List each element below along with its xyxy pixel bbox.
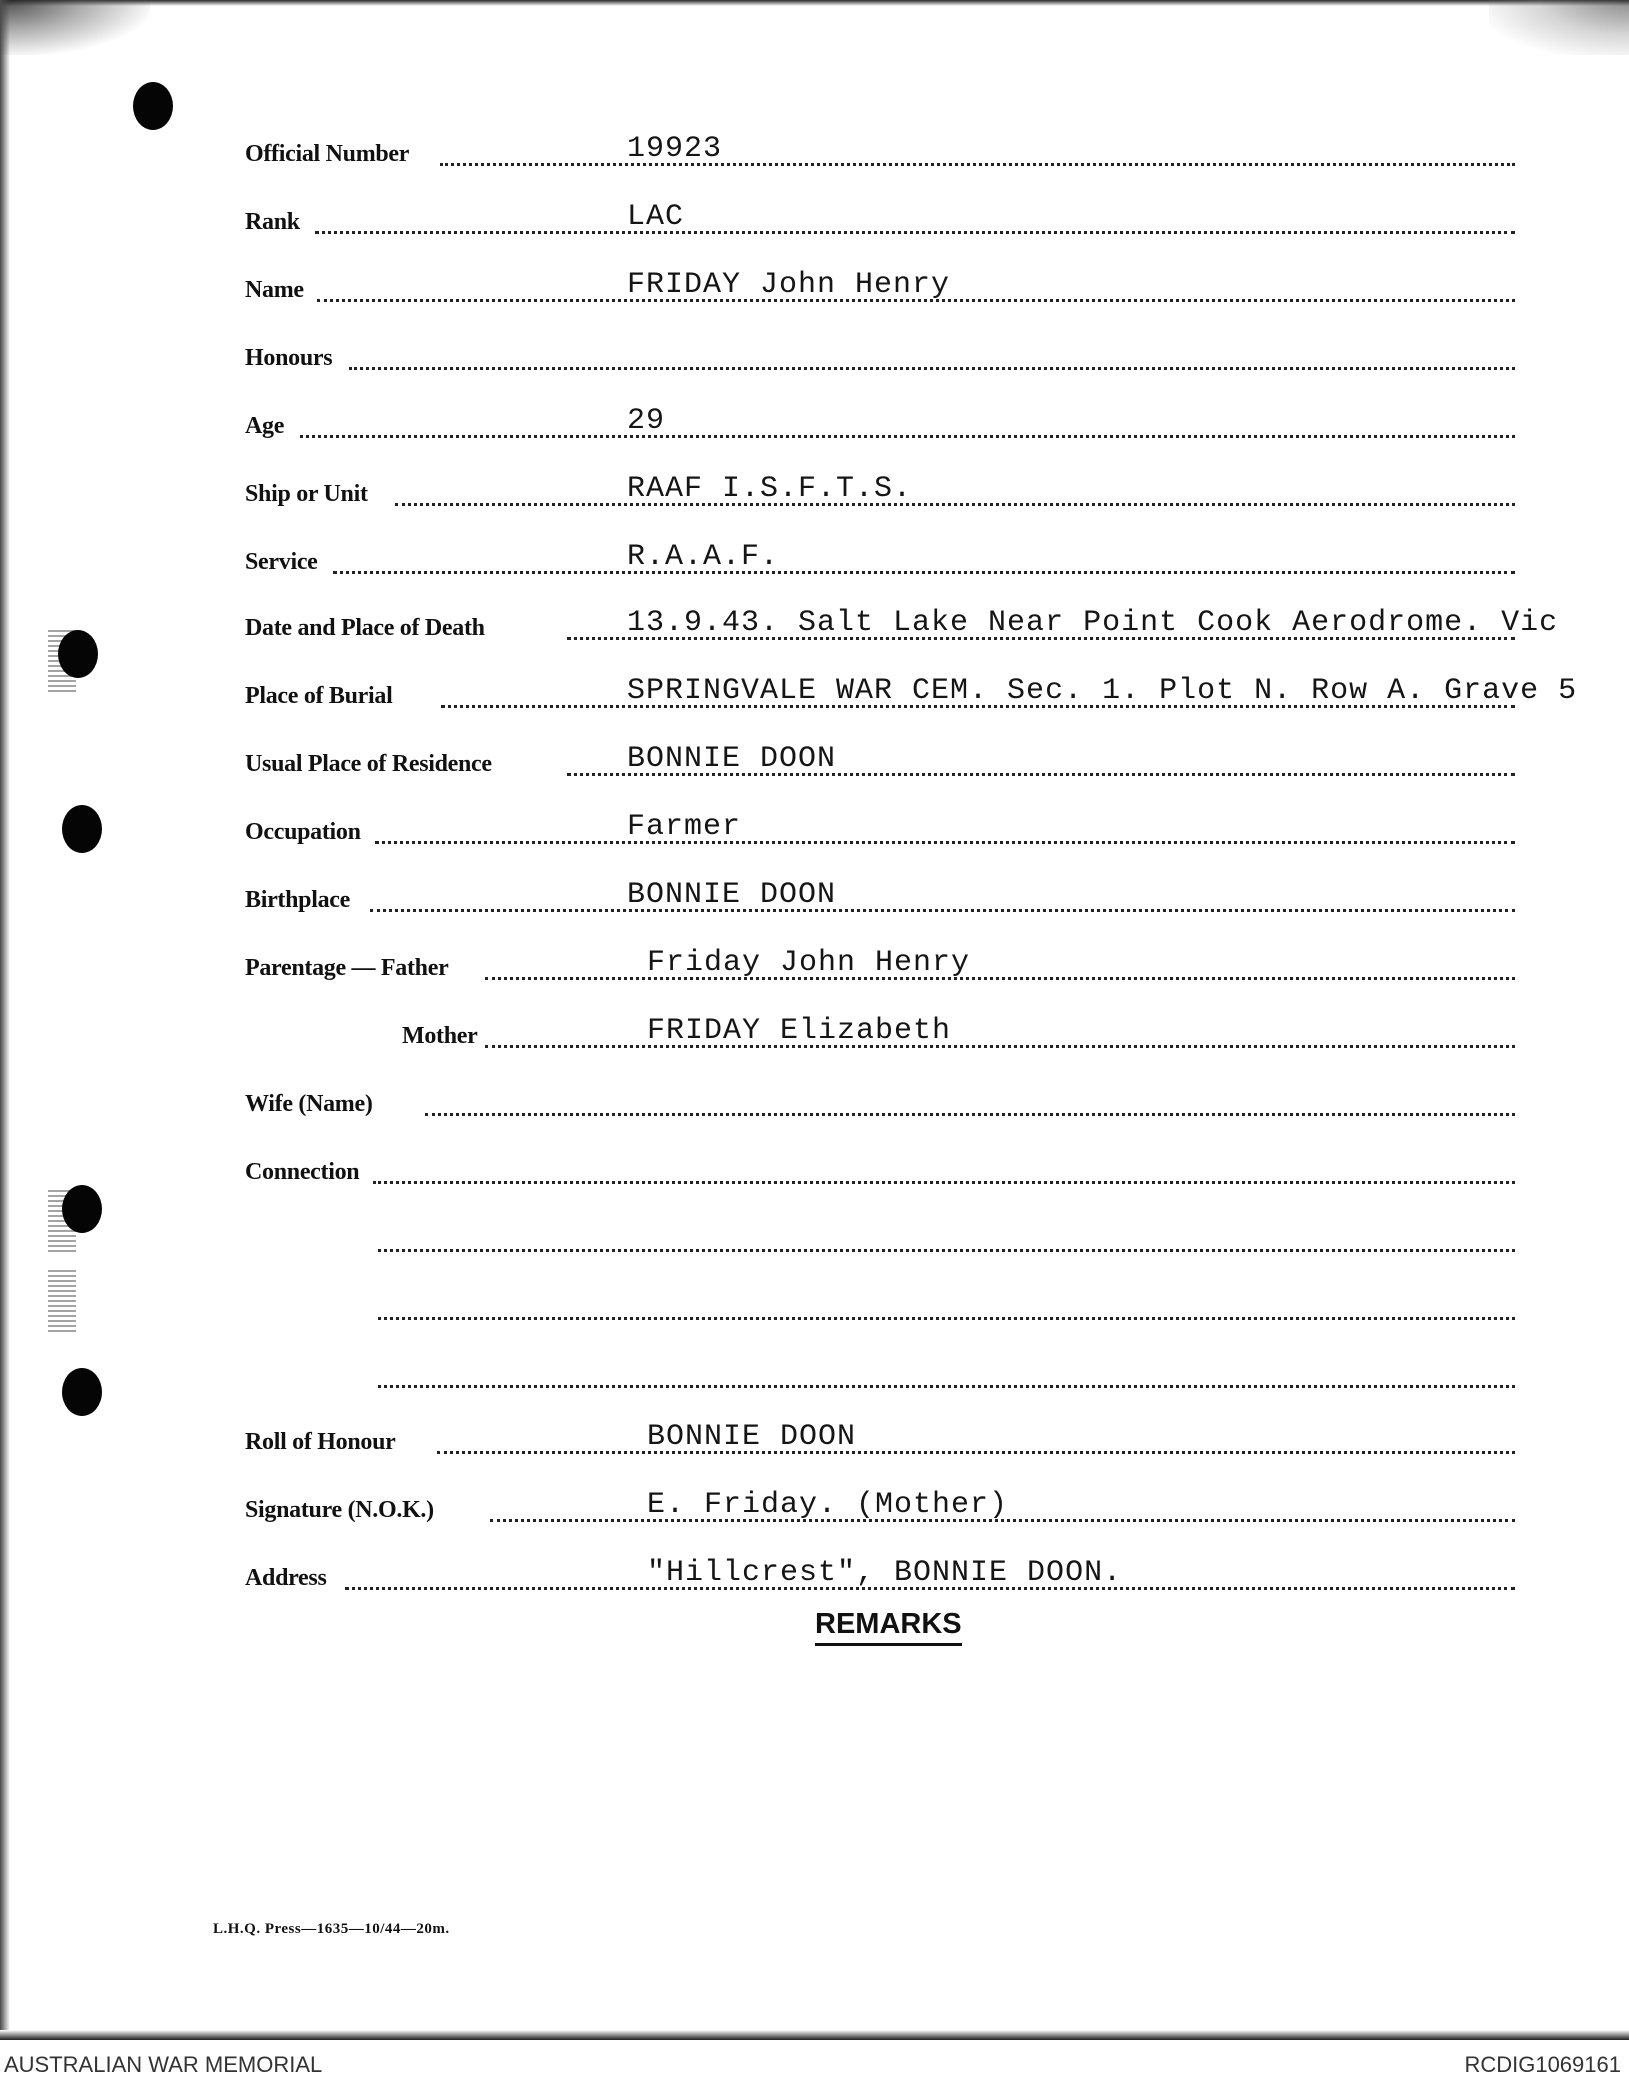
field-official-number	[245, 132, 1515, 168]
field-date-place-death	[245, 606, 1559, 642]
dotted-line	[378, 1385, 1515, 1388]
field-value: 13.9.43. Salt Lake Near Point Cook Aerodrome. Vic	[627, 606, 1559, 640]
punch-hole-2	[58, 630, 98, 678]
field-value: BONNIE DOON	[627, 878, 837, 912]
field-value: LAC	[627, 200, 685, 234]
dotted-line	[395, 503, 1515, 506]
field-label: Ship or Unit	[245, 481, 368, 507]
field-label: Connection	[245, 1159, 360, 1185]
punch-hole-shadow-3	[48, 1270, 76, 1332]
dotted-line	[300, 435, 1515, 438]
field-value: BONNIE DOON	[627, 742, 837, 776]
field-label: Date and Place of Death	[245, 615, 485, 641]
scan-edge-left	[0, 0, 10, 2040]
field-usual-residence	[245, 742, 1515, 778]
dotted-line	[440, 163, 1515, 166]
field-label: Honours	[245, 345, 333, 371]
dotted-line	[373, 1181, 1515, 1184]
dotted-line	[375, 841, 1515, 844]
connection-line-2	[245, 1218, 1515, 1254]
field-occupation	[245, 810, 1515, 846]
field-roll-of-honour	[245, 1420, 1515, 1456]
field-label: Signature (N.O.K.)	[245, 1497, 434, 1523]
dotted-line	[425, 1113, 1515, 1116]
punch-hole-1	[133, 82, 173, 130]
dotted-line	[315, 231, 1515, 234]
field-value: SPRINGVALE WAR CEM. Sec. 1. Plot N. Row A. Grave 5	[627, 674, 1578, 708]
field-label: Name	[245, 277, 304, 303]
field-value: RAAF I.S.F.T.S.	[627, 472, 913, 506]
dotted-line	[437, 1451, 1515, 1454]
field-value: FRIDAY John Henry	[627, 268, 951, 302]
archive-footer	[0, 2048, 1629, 2082]
field-value: FRIDAY Elizabeth	[647, 1014, 952, 1048]
field-value: Farmer	[627, 810, 742, 844]
field-connection	[245, 1150, 1515, 1186]
dotted-line	[485, 1045, 1515, 1048]
field-honours	[245, 336, 1515, 372]
punch-hole-5	[62, 1368, 102, 1416]
punch-hole-4	[62, 1185, 102, 1233]
field-wife	[245, 1082, 1515, 1118]
dotted-line	[378, 1317, 1515, 1320]
field-value: "Hillcrest", BONNIE DOON.	[647, 1556, 1123, 1590]
printer-imprint: L.H.Q. Press—1635—10/44—20m.	[213, 1921, 450, 1937]
field-label: Roll of Honour	[245, 1429, 396, 1455]
field-value: BONNIE DOON	[647, 1420, 857, 1454]
footer-record-id: RCDIG1069161	[1464, 2052, 1621, 2077]
field-label: Parentage — Father	[245, 955, 449, 981]
field-label: Rank	[245, 209, 300, 235]
field-ship-or-unit	[245, 472, 1515, 508]
field-label: Service	[245, 549, 318, 575]
field-label: Mother	[402, 1023, 478, 1049]
dotted-line	[370, 909, 1515, 912]
scan-edge-top	[0, 0, 1629, 6]
field-value: E. Friday. (Mother)	[647, 1488, 1009, 1522]
dotted-line	[333, 571, 1515, 574]
field-label: Age	[245, 413, 285, 439]
field-mother	[245, 1014, 1515, 1050]
field-signature	[245, 1488, 1515, 1524]
field-rank	[245, 200, 1515, 236]
field-label: Address	[245, 1565, 327, 1591]
footer-institution: AUSTRALIAN WAR MEMORIAL	[4, 2052, 323, 2077]
field-label: Place of Burial	[245, 683, 393, 709]
field-value: 29	[627, 404, 666, 438]
field-label: Usual Place of Residence	[245, 751, 492, 777]
field-place-of-burial	[245, 674, 1578, 710]
dotted-line	[349, 367, 1515, 370]
dotted-line	[485, 977, 1515, 980]
field-label: Birthplace	[245, 887, 350, 913]
field-service	[245, 540, 1515, 576]
field-label: Wife (Name)	[245, 1091, 373, 1117]
punch-hole-3	[62, 805, 102, 853]
field-birthplace	[245, 878, 1515, 914]
scan-corner-top-right	[1489, 0, 1629, 55]
field-label: Occupation	[245, 819, 361, 845]
field-age	[245, 404, 1515, 440]
field-value: R.A.A.F.	[627, 540, 780, 574]
scan-corner-top-left	[0, 0, 150, 55]
scan-edge-bottom	[0, 2030, 1629, 2040]
field-address	[245, 1556, 1515, 1592]
dotted-line	[378, 1249, 1515, 1252]
field-label: Official Number	[245, 141, 410, 167]
field-value: Friday John Henry	[647, 946, 971, 980]
remarks-heading: REMARKS	[815, 1608, 962, 1646]
field-value: 19923	[627, 132, 723, 166]
connection-line-4	[245, 1354, 1515, 1390]
field-name	[245, 268, 1515, 304]
field-father	[245, 946, 1515, 982]
connection-line-3	[245, 1286, 1515, 1322]
